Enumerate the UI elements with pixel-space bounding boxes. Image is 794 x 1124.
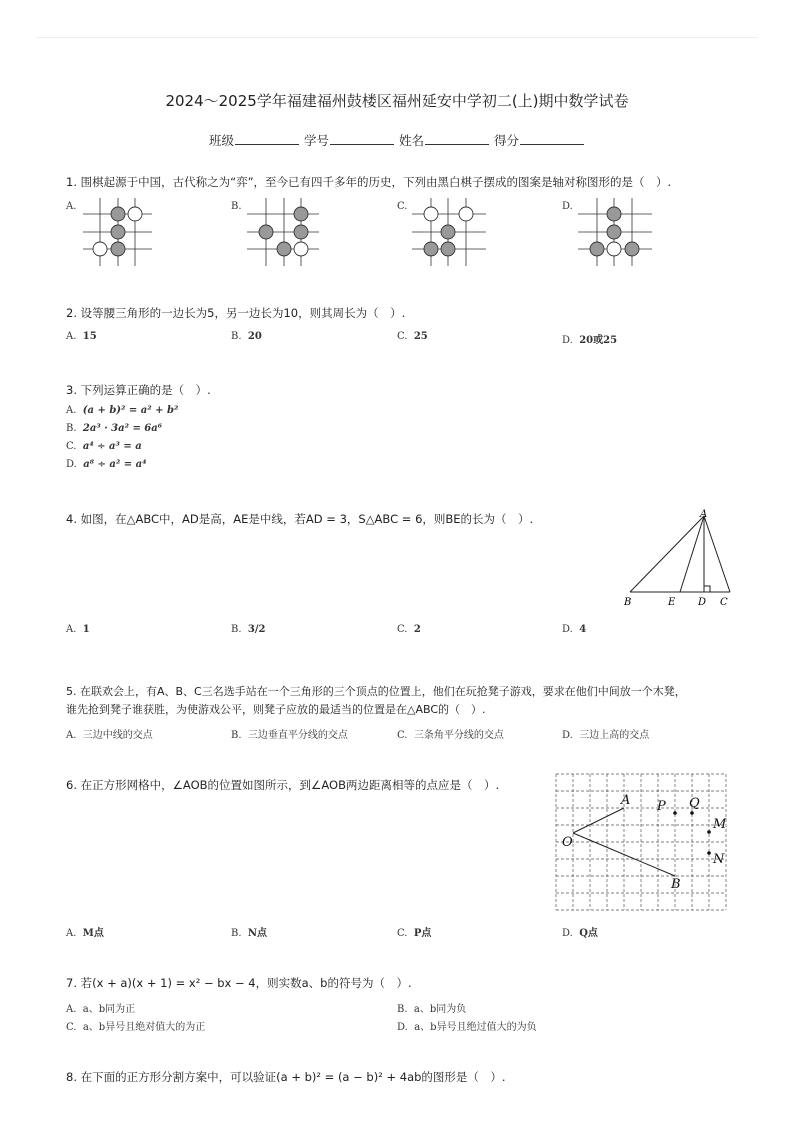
q1-option-b-label[interactable]: B. (231, 201, 242, 212)
q4-option-d-label: D. (562, 624, 573, 635)
q6-option-b-label: B. (231, 928, 242, 939)
q2-option-c-label: C. (397, 331, 408, 342)
q3-option-c[interactable] (66, 441, 142, 452)
q2-option-a[interactable] (66, 331, 97, 342)
q2-option-d[interactable] (562, 331, 617, 346)
q6-label-b: B (671, 877, 681, 892)
q5-option-a[interactable] (66, 726, 153, 741)
q3-option-c-value: a⁴ ÷ a³ = a (82, 441, 142, 452)
question-8: 8. 在下面的正方形分割方案中，可以验证(a + b)² = (a − b)² + 4ab的图形是（ ）. (66, 1070, 506, 1084)
q5-option-a-label: A. (66, 730, 77, 741)
q5-option-c-value: 三条角平分线的交点 (413, 730, 504, 741)
q4-option-a[interactable] (66, 624, 90, 635)
question-4: 4. 如图，在△ABC中，AD是高，AE是中线，若AD = 3，S△ABC = 6，则BE的长为（ ）. (66, 512, 534, 526)
q1-option-c-board (412, 198, 486, 268)
q6-grid-figure (553, 771, 733, 913)
q4-label-b: B (624, 597, 632, 608)
number-label: 学号 (303, 133, 329, 148)
q3-option-d-value: a⁸ ÷ a² = a⁴ (83, 459, 147, 470)
q4-option-c-value: 2 (413, 624, 421, 635)
q6-label-p: P (657, 799, 666, 814)
q2-option-b-value: 20 (247, 331, 262, 342)
q3-option-b-value: 2a³ · 3a² = 6a⁶ (82, 423, 163, 434)
q6-label-n: N (713, 852, 725, 867)
class-field[interactable] (235, 134, 299, 145)
q6-option-d-label: D. (562, 928, 573, 939)
name-label: 姓名 (398, 133, 424, 148)
q3-option-d-label: D. (66, 459, 77, 470)
q5-option-d-value: 三边上高的交点 (579, 730, 650, 741)
q1-option-b-board (247, 198, 319, 268)
q3-option-c-label: C. (66, 441, 77, 452)
question-1: 1. 围棋起源于中国，古代称之为“弈”，至今已有四千多年的历史，下列由黑白棋子摆成的图案是轴对称图形的是（ ）. (66, 175, 672, 189)
q6-option-b[interactable] (231, 924, 267, 939)
q4-option-b-value: 3/2 (247, 624, 266, 635)
question-7: 7. 若(x + a)(x + 1) = x² − bx − 4，则实数a、b的符号为（ ）. (66, 976, 412, 990)
q5-option-b-value: 三边垂直平分线的交点 (247, 730, 348, 741)
q4-label-c: C (720, 597, 728, 608)
score-label: 得分 (493, 133, 519, 148)
q6-label-o: O (562, 835, 573, 850)
q4-option-a-value: 1 (82, 624, 90, 635)
q7-option-d[interactable] (397, 1018, 537, 1033)
question-5-line-2: 谁先抢到凳子谁获胜，为使游戏公平，则凳子应放的最适当的位置是在△ABC的（ ）. (66, 703, 486, 716)
q5-option-d[interactable] (562, 726, 649, 741)
q6-label-q: Q (689, 796, 700, 811)
q7-option-b[interactable] (397, 1000, 466, 1015)
q2-option-b-label: B. (231, 331, 242, 342)
top-divider (36, 37, 758, 38)
question-6: 6. 在正方形网格中，∠AOB的位置如图所示，到∠AOB两边距离相等的点应是（ ）. (66, 778, 500, 792)
q1-option-d-board (578, 198, 652, 268)
name-field[interactable] (425, 134, 489, 145)
q4-option-c-label: C. (397, 624, 408, 635)
q6-option-a-label: A. (66, 928, 77, 939)
q2-option-c-value: 25 (413, 331, 428, 342)
q6-option-c[interactable] (397, 924, 431, 939)
q4-label-d: D (698, 597, 707, 608)
q5-option-c-label: C. (397, 730, 408, 741)
q7-option-a-label: A. (66, 1004, 77, 1015)
q2-option-a-label: A. (66, 331, 77, 342)
q6-option-b-value: N点 (247, 928, 268, 939)
q1-option-c-label[interactable]: C. (397, 201, 408, 212)
q4-option-a-label: A. (66, 624, 77, 635)
q4-option-b[interactable] (231, 624, 265, 635)
q4-triangle-figure (620, 506, 740, 610)
q5-option-d-label: D. (562, 730, 573, 741)
q7-option-d-label: D. (397, 1022, 408, 1033)
q3-option-d[interactable] (66, 459, 146, 470)
class-label: 班级 (208, 133, 234, 148)
q6-option-a[interactable] (66, 924, 104, 939)
q7-option-d-value: a、b异号且绝过值大的为负 (414, 1022, 537, 1033)
q2-option-c[interactable] (397, 331, 428, 342)
q7-option-a-value: a、b同为正 (82, 1004, 136, 1015)
q3-option-b[interactable] (66, 423, 162, 434)
q5-option-a-value: 三边中线的交点 (82, 730, 153, 741)
number-field[interactable] (330, 134, 394, 145)
q6-option-d-value: Q点 (579, 928, 598, 939)
q2-option-a-value: 15 (82, 331, 97, 342)
q1-option-a-board (80, 198, 152, 268)
q3-option-a-value: (a + b)² = a² + b² (82, 405, 179, 416)
question-5-line-1: 5. 在联欢会上，有A、B、C三名选手站在一个三角形的三个顶点的位置上，他们在玩抢凳子游戏，要求在他们中间放一个木凳， (66, 685, 686, 698)
q5-option-b[interactable] (231, 726, 348, 741)
q2-option-d-label: D. (562, 335, 573, 346)
q6-option-c-value: P点 (413, 928, 432, 939)
q6-label-a: A (621, 793, 631, 808)
q4-option-b-label: B. (231, 624, 242, 635)
q7-option-c-label: C. (66, 1022, 77, 1033)
q7-option-a[interactable] (66, 1000, 135, 1015)
student-info (0, 131, 794, 149)
q4-label-e: E (668, 597, 676, 608)
q3-option-b-label: B. (66, 423, 77, 434)
q3-option-a[interactable] (66, 405, 178, 416)
q2-option-b[interactable] (231, 331, 262, 342)
q6-option-d[interactable] (562, 924, 598, 939)
q1-option-d-label[interactable]: D. (562, 201, 573, 212)
q3-option-a-label: A. (66, 405, 77, 416)
page-title: 2024～2025学年福建福州鼓楼区福州延安中学初二(上)期中数学试卷 (165, 92, 629, 110)
q4-option-c[interactable] (397, 624, 421, 635)
question-2: 2. 设等腰三角形的一边长为5，另一边长为10，则其周长为（ ）. (66, 306, 406, 320)
q6-option-c-label: C. (397, 928, 408, 939)
q4-label-a: A (700, 509, 708, 520)
q6-option-a-value: M点 (82, 928, 104, 939)
q7-option-c-value: a、b异号且绝对值大的为正 (82, 1022, 206, 1033)
q7-option-c[interactable] (66, 1018, 205, 1033)
score-field[interactable] (520, 134, 584, 145)
q7-option-b-label: B. (397, 1004, 408, 1015)
q1-option-a-label[interactable]: A. (66, 201, 77, 212)
q4-option-d[interactable] (562, 624, 586, 635)
q5-option-b-label: B. (231, 730, 242, 741)
q4-option-d-value: 4 (579, 624, 587, 635)
q2-option-d-value: 20或25 (579, 335, 618, 346)
question-3: 3. 下列运算正确的是（ ）. (66, 383, 211, 397)
q6-label-m: M (713, 817, 727, 832)
q7-option-b-value: a、b同为负 (413, 1004, 467, 1015)
q5-option-c[interactable] (397, 726, 504, 741)
